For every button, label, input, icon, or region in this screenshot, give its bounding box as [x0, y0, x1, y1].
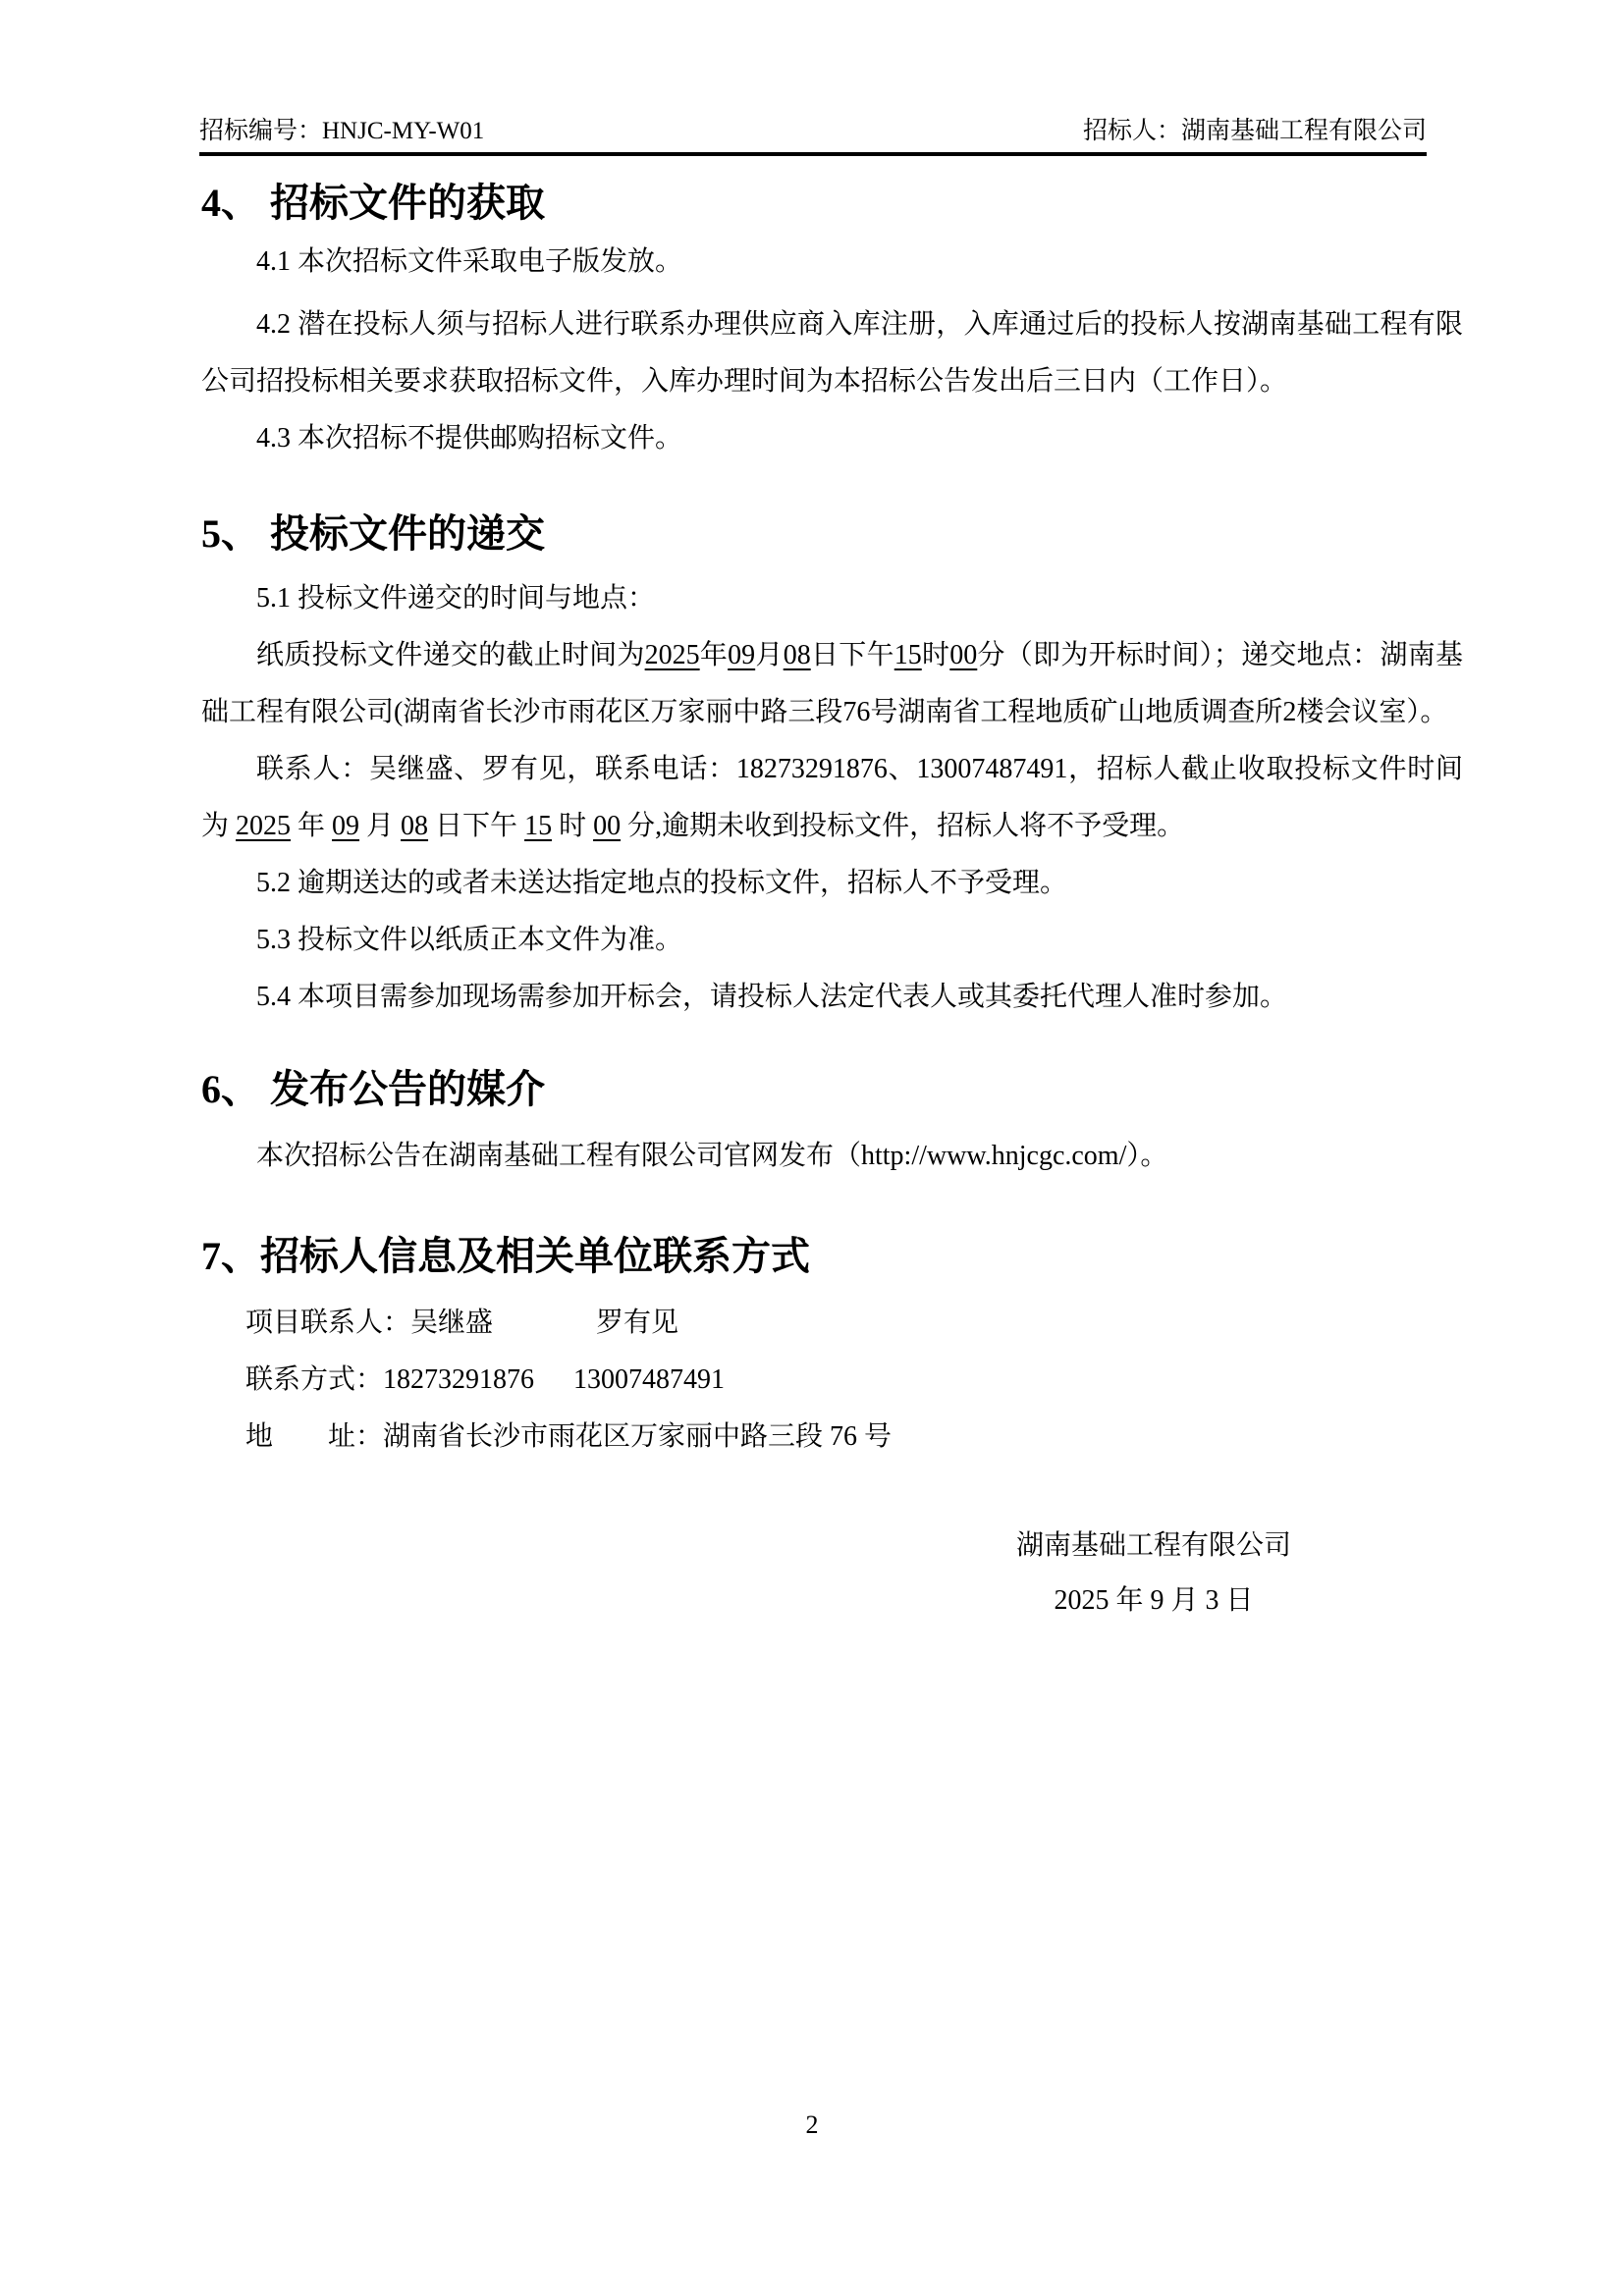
text-segment: 月: [755, 640, 784, 670]
header-tender-number: 招标编号：HNJC-MY-W01: [199, 118, 485, 144]
underlined-month: 09: [332, 811, 360, 841]
contact-person-name-1: 吴继盛: [410, 1308, 494, 1338]
text-segment: 年: [291, 811, 333, 841]
contact-phone-2: 13007487491: [573, 1364, 726, 1395]
clause-4-2: 4.2 潜在投标人须与招标人进行联系办理供应商入库注册，入库通过后的投标人按湖南基础工程有限公司招投标相关要求获取招标文件，入库办理时间为本招标公告发出后三日内（工作日）。: [201, 309, 1463, 397]
signature-date: 2025 年 9 月 3 日: [1054, 1585, 1254, 1616]
text-segment: 分（即为开标时间）；递交地点：湖南基础工程有限公司(湖南省长沙市雨花区万家丽中路三段76号湖南省工程地质矿山地质调查所2楼会议室）。: [201, 640, 1463, 727]
contact-person-name-2: 罗有见: [596, 1308, 679, 1338]
section-4-title: 4、 招标文件的获取: [201, 181, 545, 225]
clause-4-3: 4.3 本次招标不提供邮购招标文件。: [256, 423, 683, 454]
page-number: 2: [805, 2110, 819, 2139]
text-segment: 分,逾期未收到投标文件，招标人将不予受理。: [621, 811, 1185, 841]
text-segment: 纸质投标文件递交的截止时间为: [256, 640, 645, 670]
contact-phone-row: [201, 1352, 1463, 1409]
text-segment: 时: [552, 811, 594, 841]
section-5-title: 5、 投标文件的递交: [201, 511, 545, 556]
contact-address-label: 地 址：: [245, 1421, 384, 1452]
clause-5-1: 5.1 投标文件递交的时间与地点：: [256, 583, 656, 614]
text-segment: 联系人：吴继盛、罗有见，联系电话：18273291876、13007487491，招标人截止收取投标文件时间为: [201, 754, 1463, 841]
clause-5-deadline: [201, 627, 1463, 741]
clause-5-4: 5.4 本项目需参加现场需参加开标会，请投标人法定代表人或其委托代理人准时参加。: [256, 982, 1288, 1012]
signature-company: 湖南基础工程有限公司: [1015, 1530, 1291, 1561]
underlined-minute: 00: [593, 811, 622, 841]
text-segment: 日下午: [428, 811, 525, 841]
section-7-title: 7、招标人信息及相关单位联系方式: [201, 1234, 810, 1278]
document-body: [201, 157, 1463, 1629]
contact-person-label: 项目联系人：: [245, 1308, 411, 1338]
underlined-minute: 00: [949, 640, 978, 670]
text-segment: 月: [359, 811, 402, 841]
section-6-title: 6、 发布公告的媒介: [201, 1067, 545, 1111]
contact-phone-1: 18273291876: [383, 1364, 535, 1395]
page-header: [199, 116, 1427, 156]
underlined-year: 2025: [236, 811, 292, 841]
underlined-hour: 15: [893, 640, 922, 670]
signature-block: [957, 1519, 1350, 1629]
text-segment: 时: [921, 640, 950, 670]
text-segment: 日下午: [810, 640, 894, 670]
clause-6-1: 本次招标公告在湖南基础工程有限公司官网发布（http://www.hnjcgc.com/）。: [256, 1141, 1168, 1171]
underlined-day: 08: [783, 640, 811, 670]
clause-5-2: 5.2 逾期送达的或者未送达指定地点的投标文件，招标人不予受理。: [256, 868, 1068, 898]
clause-4-1: 4.1 本次招标文件采取电子版发放。: [256, 246, 683, 277]
contact-phone-label: 联系方式：: [245, 1364, 384, 1395]
clause-5-3: 5.3 投标文件以纸质正本文件为准。: [256, 925, 683, 955]
clause-5-contacts: [201, 741, 1463, 855]
text-segment: 年: [699, 640, 729, 670]
underlined-month: 09: [728, 640, 756, 670]
underlined-year: 2025: [644, 640, 700, 670]
underlined-day: 08: [401, 811, 429, 841]
contact-address-value: 湖南省长沙市雨花区万家丽中路三段 76 号: [383, 1421, 893, 1452]
contact-person-row: [201, 1295, 1463, 1352]
header-tenderee: 招标人：湖南基础工程有限公司: [1082, 118, 1427, 144]
underlined-hour: 15: [524, 811, 553, 841]
contact-address-row: [201, 1409, 1463, 1466]
